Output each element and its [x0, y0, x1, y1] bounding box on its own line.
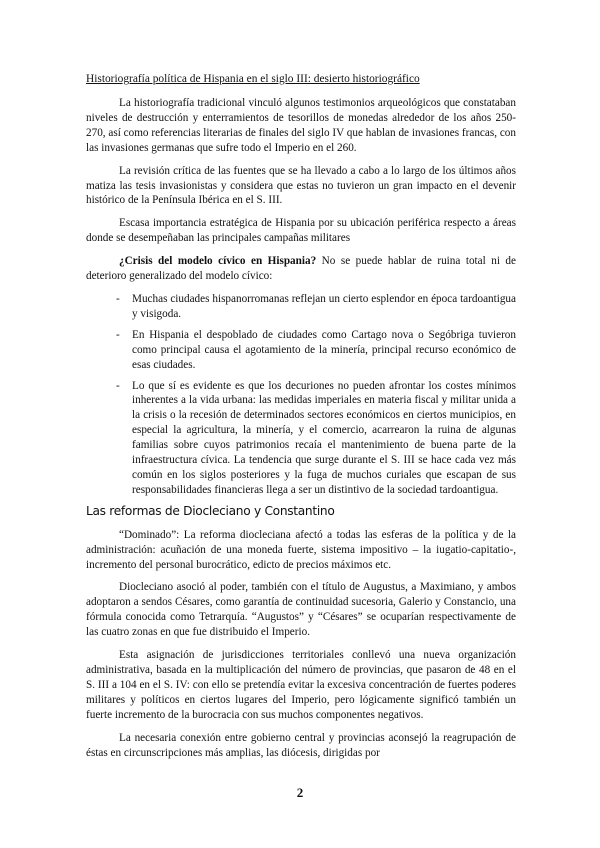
section-heading: Las reformas de Diocleciano y Constantino	[86, 503, 335, 518]
list-item	[86, 292, 516, 322]
crisis-question: ¿Crisis del modelo cívico en Hispania?	[119, 255, 317, 268]
page-content	[86, 72, 516, 768]
dash-bullet: -	[116, 379, 120, 392]
list-item-text: En Hispania el despoblado de ciudades como Cartago nova o Segóbriga tuvieron como principal causa el agotamiento de la minería, principal recurso económico de esas ciudades.	[132, 328, 516, 371]
dash-bullet: -	[116, 328, 120, 341]
section-paragraph-1: “Dominado”: La reforma diocleciana afectó a todas las esferas de la política y de la administración: acuñación de una moneda fuerte, sistema impositivo – la iugatio-capitatio-, incremento del personal burocrático, edicto de precios máximos etc.	[86, 528, 516, 571]
crisis-paragraph	[86, 254, 516, 284]
section-paragraph-2: Diocleciano asoció al poder, también con el título de Augustus, a Maximiano, y ambos adoptaron a sendos Césares, como garantía de continuidad sucesoria, Galerio y Constancio, una fórmula conocida como Tetrarquía. “Augustos” y “Césares” se ocuparían respectivamente de las cuatro zonas en que fue distribuido el Imperio.	[86, 581, 516, 639]
page-number: 2	[296, 785, 304, 800]
crisis-text: No se puede hablar de ruina total ni de deterioro generalizado del modelo cívico:	[86, 255, 516, 283]
section-paragraph-3: Esta asignación de jurisdicciones territoriales conllevó una nueva organización administrativa, basada en la multiplicación del número de provincias, que pasaron de 48 en el S. III a 104 en el S. IV: con ello se pretendía evitar la excesiva concentración de fuertes poderes militares y políticos en ciertos lugares del Imperio, pero lógicamente significó también un fuerte incremento de la burocracia con sus muchos componentes negativos.	[86, 649, 516, 721]
intro-paragraph-1: La historiografía tradicional vinculó algunos testimonios arqueológicos que constataban niveles de destrucción y enterramientos de tesorillos de monedas alrededor de los años 250- 270, así como referencias literarias de finales del siglo IV que hablan de invasiones francas, con las invasiones germanas que sufre todo el Imperio en el 260.	[86, 97, 516, 154]
dash-bullet: -	[116, 292, 120, 305]
list-item	[86, 328, 516, 373]
list-item-text: Lo que sí es evidente es que los decuriones no pueden afrontar los costes mínimos inherentes a la vida urbana: las medidas imperiales en materia fiscal y militar unida a la crisis o la recesión de determinados sectores económicos en ciertos municipios, en especial la agricultura, la minería, y el comercio, acarrearon la ruina de algunas familias sobre cuyos patrimonios recaía el mantenimiento de buena parte de la infraestructura cívica. La tendencia que surge durante el S. III se hace cada vez más común en los siglos posteriores y la fuga de muchos curiales que escapan de sus responsabilidades financieras llega a ser un distintivo de la sociedad tardoantigua.	[132, 379, 516, 496]
list-item-text: Muchas ciudades hispanorromanas reflejan un cierto esplendor en época tardoantigua y visigoda.	[132, 292, 516, 320]
intro-paragraph-2: La revisión crítica de las fuentes que se ha llevado a cabo a lo largo de los últimos años matiza las tesis invasionistas y considera que estas no tuvieron un gran impacto en el devenir histórico de la Península Ibérica en el S. III.	[86, 164, 516, 207]
intro-paragraph-3: Escasa importancia estratégica de Hispania por su ubicación periférica respecto a áreas donde se desempeñaban las principales campañas militares	[86, 217, 516, 245]
section-title: Historiografía política de Hispania en el siglo III: desierto historiográfico	[86, 73, 420, 85]
list-item	[86, 379, 516, 498]
crisis-list	[86, 292, 516, 498]
section-paragraph-4: La necesaria conexión entre gobierno central y provincias aconsejó la reagrupación de éstas en circunscripciones más amplias, las diócesis, dirigidas por	[86, 731, 516, 759]
